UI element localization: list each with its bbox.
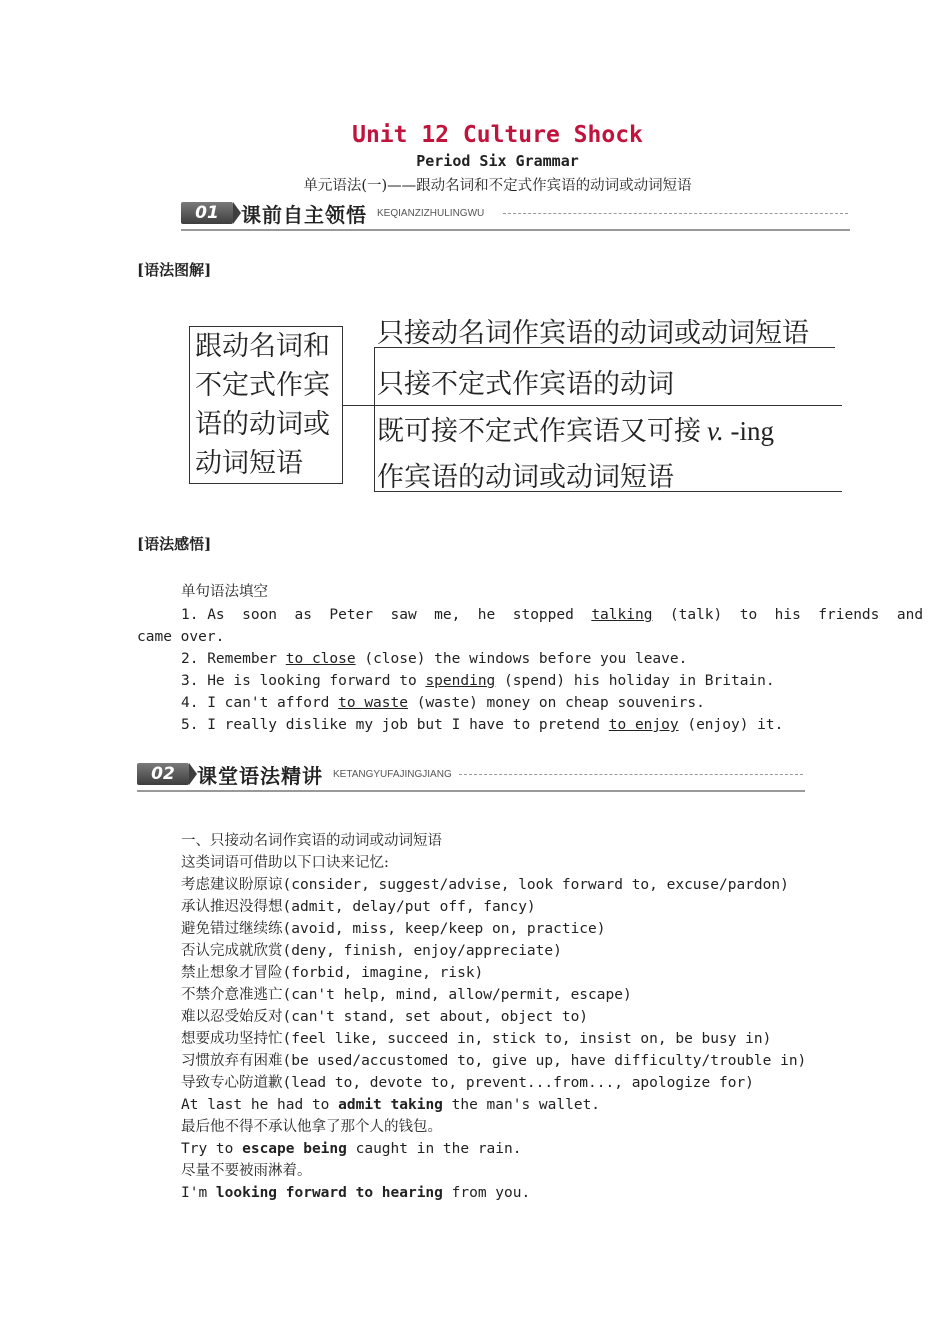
mnemonic-line: 考虑建议盼原谅(consider, suggest/advise, look forward to, excuse/pardon) — [181, 877, 789, 893]
diagram-branch-rule — [374, 405, 842, 406]
topic-subtitle: 单元语法(一)——跟动名词和不定式作宾语的动词或动词短语 — [303, 178, 692, 194]
diagram-branch-1: 只接动名词作宾语的动词或动词短语 — [377, 318, 809, 349]
exercise-item — [181, 692, 705, 714]
section-badge: 02 — [137, 763, 189, 785]
branch3-text: 既可接不定式作宾语又可接 — [377, 416, 701, 447]
example-key-phrase: looking forward to hearing — [215, 1185, 443, 1201]
diagram-root-line: 动词短语 — [195, 448, 303, 479]
branch3-ing: -ing — [723, 416, 774, 446]
mnemonic-line: 不禁介意准逃亡(can't help, mind, allow/permit, escape) — [181, 987, 632, 1003]
diagram-root-line: 不定式作宾 — [195, 370, 330, 401]
mnemonic-line: 想要成功坚持忙(feel like, succeed in, stick to, insist on, be busy in) — [181, 1031, 772, 1047]
example-translation: 尽量不要被雨淋着。 — [181, 1163, 312, 1179]
exercise-item — [181, 604, 923, 626]
section-badge: 01 — [181, 202, 233, 224]
mnemonic-line: 承认推迟没得想(admit, delay/put off, fancy) — [181, 899, 536, 915]
item-text: 4. I can't afford — [181, 695, 339, 711]
diagram-root-line: 跟动名词和 — [195, 331, 330, 362]
item-text: 5. I really dislike my job but I have to pretend — [181, 717, 609, 733]
section-heading: 课堂语法精讲 — [197, 764, 323, 788]
item-text: (waste) money on cheap souvenirs. — [407, 695, 705, 711]
exercise-item — [181, 648, 687, 670]
section-pinyin: KETANGYUFAJINGJIANG — [333, 769, 452, 780]
diagram-branch-rule — [374, 491, 842, 492]
example-sentence — [181, 1138, 521, 1160]
lecture-intro: 这类词语可借助以下口诀来记忆: — [181, 855, 389, 871]
page-title: Unit 12 Culture Shock — [352, 122, 643, 148]
diagram-branch-3-cont: 作宾语的动词或动词短语 — [377, 462, 674, 493]
diagram-branch-rule — [374, 347, 835, 348]
mnemonic-line: 禁止想象才冒险(forbid, imagine, risk) — [181, 965, 484, 981]
item-text: 2. Remember — [181, 651, 286, 667]
example-text: caught in the rain. — [346, 1141, 522, 1157]
item-text: (enjoy) it. — [678, 717, 784, 733]
exercise-instruction: 单句语法填空 — [181, 584, 268, 600]
divider — [137, 790, 805, 792]
exercise-item — [181, 670, 775, 692]
answer: talking — [591, 607, 653, 623]
example-key-phrase: escape being — [242, 1141, 347, 1157]
mnemonic-line: 习惯放弃有困难(be used/accustomed to, give up, have difficulty/trouble in) — [181, 1053, 807, 1069]
example-text: the man's wallet. — [442, 1097, 601, 1113]
example-sentence — [181, 1094, 600, 1116]
divider — [181, 229, 850, 231]
answer: to close — [285, 651, 356, 667]
divider — [503, 213, 848, 214]
exercise-item-cont: came over. — [137, 629, 225, 645]
section-pinyin: KEQIANZIZHULINGWU — [377, 208, 485, 219]
example-sentence — [181, 1182, 530, 1204]
example-translation: 最后他不得不承认他拿了那个人的钱包。 — [181, 1119, 442, 1135]
item-text: (spend) his holiday in Britain. — [495, 673, 775, 689]
section-heading: 课前自主领悟 — [241, 203, 367, 227]
diagram-root-line: 语的动词或 — [195, 409, 330, 440]
mnemonic-line: 导致专心防道歉(lead to, devote to, prevent...from..., apologize for) — [181, 1075, 754, 1091]
grammar-diagram-label: [语法图解] — [137, 261, 212, 279]
diagram-connector — [342, 405, 374, 406]
example-text: At last he had to — [181, 1097, 339, 1113]
section-bar-2 — [137, 760, 805, 792]
answer: to enjoy — [608, 717, 679, 733]
grammar-feel-label: [语法感悟] — [137, 535, 212, 553]
divider — [459, 774, 803, 775]
mnemonic-line: 避免错过继续练(avoid, miss, keep/keep on, practice) — [181, 921, 606, 937]
example-text: from you. — [442, 1185, 531, 1201]
diagram-branch-3 — [377, 409, 774, 448]
item-text: 1. As soon as Peter saw me, he stopped — [181, 607, 592, 623]
item-text: 3. He is looking forward to — [181, 673, 426, 689]
answer: spending — [425, 673, 496, 689]
section-bar-1 — [181, 199, 850, 231]
diagram-bracket — [374, 347, 375, 492]
example-key-phrase: admit taking — [338, 1097, 443, 1113]
mnemonic-line: 否认完成就欣赏(deny, finish, enjoy/appreciate) — [181, 943, 562, 959]
answer: to waste — [338, 695, 408, 711]
example-text: I'm — [181, 1185, 216, 1201]
item-text: (close) the windows before you leave. — [355, 651, 688, 667]
branch3-v: v. — [707, 416, 724, 446]
example-text: Try to — [181, 1141, 243, 1157]
exercise-item — [181, 714, 783, 736]
period-subtitle: Period Six Grammar — [416, 152, 579, 170]
diagram-root-box — [189, 326, 343, 484]
mnemonic-line: 难以忍受始反对(can't stand, set about, object to) — [181, 1009, 589, 1025]
diagram-branch-2: 只接不定式作宾语的动词 — [377, 369, 674, 400]
lecture-heading: 一、只接动名词作宾语的动词或动词短语 — [181, 833, 442, 849]
item-text: (talk) to his friends and — [652, 607, 924, 623]
